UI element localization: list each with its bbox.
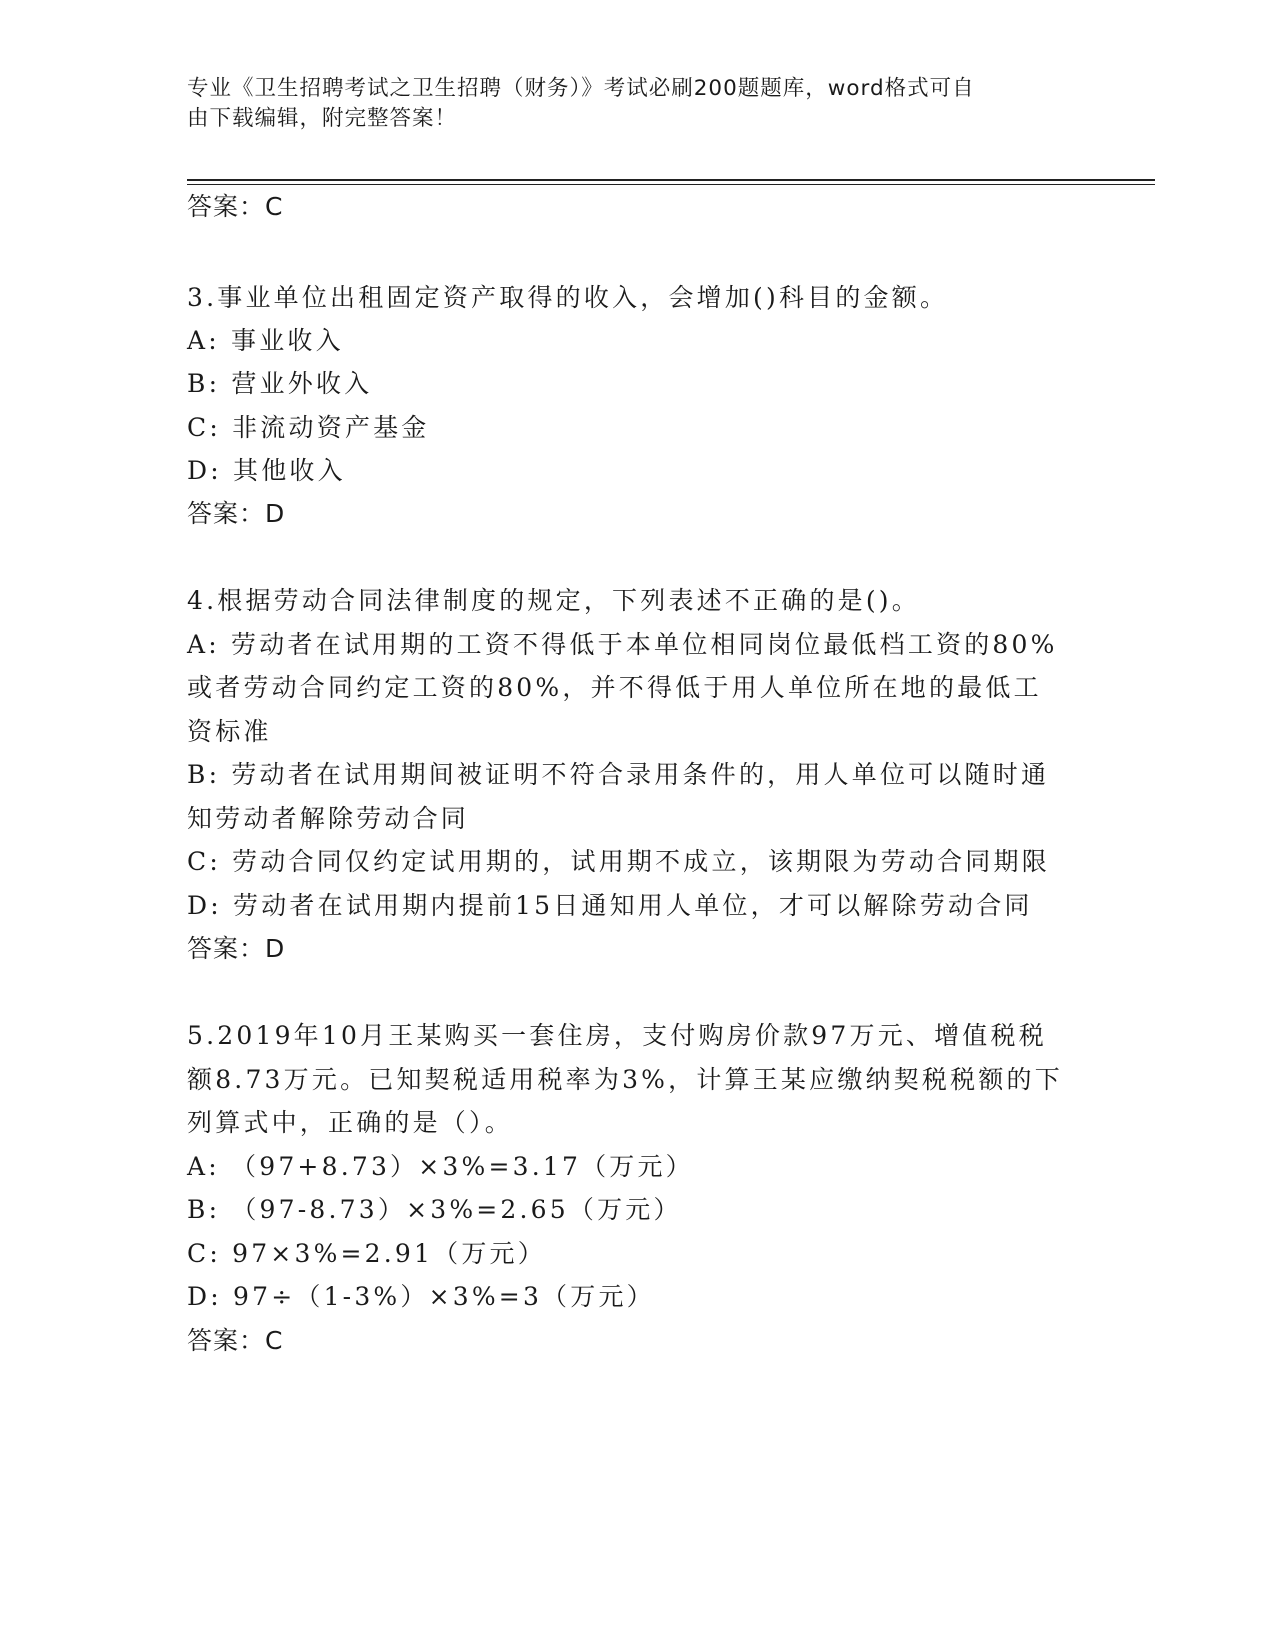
header-divider-thin [187, 184, 1155, 185]
answer-q2: 答案：C [187, 192, 284, 221]
q5-question-line2: 额8.73万元。已知契税适用税率为3%，计算王某应缴纳契税税额的下 [187, 1065, 1063, 1094]
q4-option-c: C: 劳动合同仅约定试用期的，试用期不成立，该期限为劳动合同期限 [187, 847, 1050, 876]
q4-option-b-line1: B: 劳动者在试用期间被证明不符合录用条件的，用人单位可以随时通 [187, 760, 1050, 789]
q5-option-a: A: （97+8.73）×3%=3.17（万元） [187, 1152, 694, 1181]
q3-option-b: B: 营业外收入 [187, 369, 373, 398]
q4-option-a-line1: A: 劳动者在试用期的工资不得低于本单位相同岗位最低档工资的80% [187, 630, 1058, 659]
q4-question: 4.根据劳动合同法律制度的规定，下列表述不正确的是()。 [187, 586, 920, 615]
q3-option-a: A: 事业收入 [187, 326, 344, 355]
answer-q3: 答案：D [187, 499, 286, 528]
document-header [187, 74, 1067, 134]
q3-question: 3.事业单位出租固定资产取得的收入，会增加()科目的金额。 [187, 283, 949, 312]
q3-option-c: C: 非流动资产基金 [187, 413, 430, 442]
header-divider-thick [187, 179, 1155, 181]
q5-question-line3: 列算式中，正确的是（）。 [187, 1108, 513, 1137]
q3-option-d: D: 其他收入 [187, 456, 346, 485]
q5-option-b: B: （97-8.73）×3%=2.65（万元） [187, 1195, 682, 1224]
q4-option-d: D: 劳动者在试用期内提前15日通知用人单位，才可以解除劳动合同 [187, 891, 1033, 920]
q5-option-d: D: 97÷（1-3%）×3%=3（万元） [187, 1282, 655, 1311]
q5-option-c: C: 97×3%=2.91（万元） [187, 1239, 546, 1268]
q4-option-a-line3: 资标准 [187, 717, 272, 746]
q5-question-line1: 5.2019年10月王某购买一套住房，支付购房价款97万元、增值税税 [187, 1021, 1047, 1050]
answer-q5: 答案：C [187, 1326, 284, 1355]
header-line-1: 专业《卫生招聘考试之卫生招聘（财务）》考试必刷200题题库，word格式可自 [187, 76, 975, 101]
header-line-2: 由下载编辑，附完整答案！ [187, 106, 458, 131]
q4-option-a-line2: 或者劳动合同约定工资的80%，并不得低于用人单位所在地的最低工 [187, 673, 1042, 702]
q4-option-b-line2: 知劳动者解除劳动合同 [187, 804, 470, 833]
answer-q4: 答案：D [187, 934, 286, 963]
